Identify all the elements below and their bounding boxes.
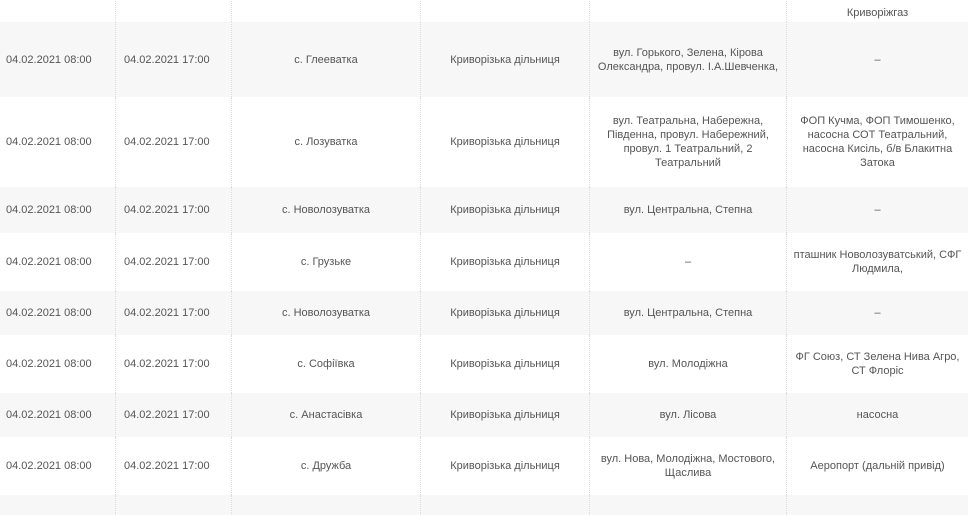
end-time-cell: 04.02.2021 17:00 bbox=[116, 393, 232, 437]
district-cell: Криворізька дільниця bbox=[421, 393, 590, 437]
district-cell: Криворізька дільниця bbox=[421, 291, 590, 335]
table-row bbox=[0, 335, 968, 393]
table-row bbox=[0, 495, 968, 515]
start-time-cell: 04.02.2021 08:00 bbox=[0, 97, 116, 187]
settlement-cell: с. Глееватка bbox=[232, 22, 421, 97]
district-cell: Криворізька дільниця bbox=[421, 335, 590, 393]
end-time-cell: 04.02.2021 17:00 bbox=[116, 187, 232, 233]
district-cell: Криворізька дільниця bbox=[421, 22, 590, 97]
end-time-cell: 04.02.2021 17:00 bbox=[116, 22, 232, 97]
objects-cell: – bbox=[874, 204, 881, 216]
district-cell: Криворізька дільниця bbox=[421, 233, 590, 291]
settlement-cell: с. Новолозуватка bbox=[232, 291, 421, 335]
objects-cell: Криворіжгаз bbox=[846, 7, 909, 19]
start-time-cell: 04.02.2021 08:00 bbox=[0, 437, 116, 495]
start-time-cell: 04.02.2021 08:00 bbox=[0, 291, 116, 335]
table-row bbox=[0, 437, 968, 495]
settlement-cell: с. Дружба bbox=[232, 437, 421, 495]
objects-cell: насосна bbox=[856, 409, 899, 421]
table-row bbox=[0, 291, 968, 335]
start-time-cell: 04.02.2021 08:00 bbox=[0, 233, 116, 291]
end-time-cell: 04.02.2021 17:00 bbox=[116, 291, 232, 335]
end-time-cell: 04.02.2021 17:00 bbox=[116, 97, 232, 187]
streets-cell: вул. Нова, Молодіжна, Мостового, Щаслива bbox=[590, 437, 787, 495]
objects-cell: ФГ Союз, СТ Зелена Нива Агро, СТ Флоріс bbox=[795, 351, 960, 377]
settlement-cell: с. Новолозуватка bbox=[232, 187, 421, 233]
district-cell: Криворізька дільниця bbox=[421, 437, 590, 495]
district-cell: Криворізька дільниця bbox=[421, 97, 590, 187]
objects-cell: – bbox=[874, 307, 881, 319]
end-time-cell: 04.02.2021 17:00 bbox=[116, 437, 232, 495]
table-row bbox=[0, 97, 968, 187]
streets-cell: – bbox=[590, 233, 787, 291]
settlement-cell: с. Анастасівка bbox=[232, 393, 421, 437]
table-row bbox=[0, 187, 968, 233]
start-time-cell: 04.02.2021 08:00 bbox=[0, 187, 116, 233]
end-time-cell: 04.02.2021 17:00 bbox=[116, 233, 232, 291]
table-row bbox=[0, 22, 968, 97]
table-row bbox=[0, 393, 968, 437]
start-time-cell: 04.02.2021 08:00 bbox=[0, 393, 116, 437]
table-row bbox=[0, 233, 968, 291]
streets-cell: вул. Горького, Зелена, Кірова Олександра, провул. І.А.Шевченка, bbox=[590, 22, 787, 97]
streets-cell: вул. Центральна, Степна bbox=[590, 291, 787, 335]
objects-cell: ФОП Кучма, ФОП Тимошенко, насосна СОТ Театральний, насосна Кисіль, б/в Блакитна Затока bbox=[800, 115, 955, 169]
table-row bbox=[0, 0, 968, 22]
settlement-cell: с. Лозуватка bbox=[232, 97, 421, 187]
streets-cell: вул. Молодіжна bbox=[590, 335, 787, 393]
end-time-cell: 04.02.2021 17:00 bbox=[116, 335, 232, 393]
district-cell: Криворізька дільниця bbox=[421, 187, 590, 233]
objects-cell: пташник Новолозуватський, СФГ Людмила, bbox=[793, 249, 962, 275]
objects-cell: – bbox=[874, 53, 881, 66]
streets-cell: вул. Лісова bbox=[590, 393, 787, 437]
settlement-cell: с. Софіївка bbox=[232, 335, 421, 393]
streets-cell: вул. Театральна, Набережна, Південна, провул. Набережний, провул. 1 Театральний, 2 Театральний bbox=[590, 97, 787, 187]
objects-cell: Аеропорт (дальній привід) bbox=[810, 460, 945, 472]
start-time-cell: 04.02.2021 08:00 bbox=[0, 335, 116, 393]
start-time-cell: 04.02.2021 08:00 bbox=[0, 22, 116, 97]
settlement-cell: с. Грузьке bbox=[232, 233, 421, 291]
streets-cell: вул. Центральна, Степна bbox=[590, 187, 787, 233]
